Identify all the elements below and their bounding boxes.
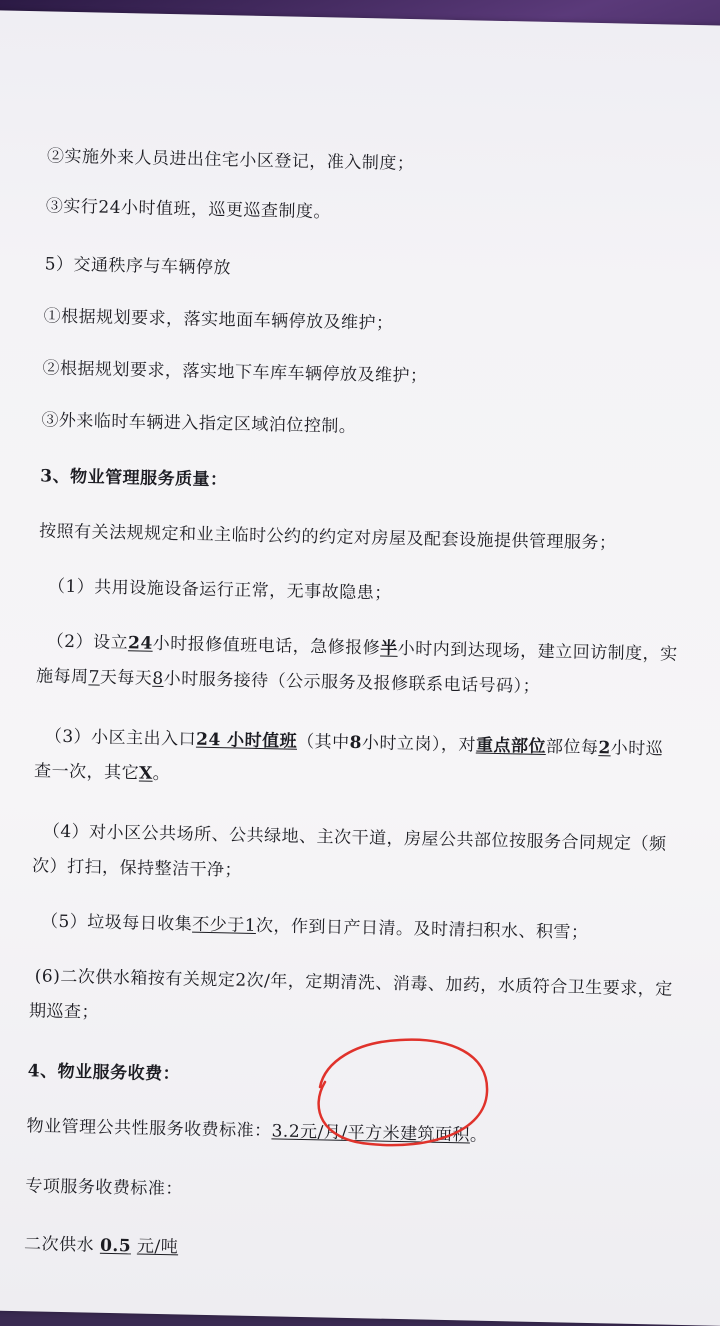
text-line: ①根据规划要求，落实地面车辆停放及维护； [43, 306, 394, 334]
text-span: （2）设立 [46, 631, 129, 654]
text-span: 8 [349, 732, 363, 754]
text-span: 查一次，其它 [33, 761, 140, 784]
text-span: （其中 [296, 731, 350, 753]
text-span: 0.5 [99, 1235, 132, 1257]
section-heading: 5）交通秩序与车辆停放 [44, 254, 232, 279]
text-span: 物业管理公共性服务收费标准： [26, 1116, 272, 1142]
fee-value: 3.2元/月/平方米建筑面积 [271, 1121, 471, 1146]
text-line: 期巡查； [28, 1001, 100, 1023]
text-line: 次）打扫，保持整洁干净； [31, 856, 243, 881]
section-heading: 4、物业服务收费： [27, 1061, 181, 1085]
text-line: 专项服务收费标准： [25, 1176, 184, 1200]
text-line [47, 627, 678, 665]
text-line [45, 722, 664, 760]
section-heading: 3、物业管理服务质量： [40, 466, 228, 491]
text-line: （1）共用设施设备运行正常，无事故隐患； [47, 576, 392, 604]
text-span: 小时立岗），对 [361, 733, 477, 756]
text-span: 2 [598, 738, 611, 759]
text-line: ②实施外来人员进出住宅小区登记，准入制度； [46, 146, 415, 175]
text-line [34, 756, 171, 784]
text-line: ③外来临时车辆进入指定区域泊位控制。 [41, 410, 357, 437]
text-span: 不少于1 [192, 914, 257, 936]
text-span: 小时报修值班电话，急修报修 [152, 633, 381, 659]
text-line [36, 661, 541, 697]
text-span: 8 [152, 668, 164, 689]
text-span: 小时服务接待（公示服务及报修联系电话号码）； [163, 668, 541, 697]
text-span: 小时巡 [610, 738, 664, 760]
text-span: 24 [127, 633, 153, 654]
text-span: 施每周 [35, 666, 89, 688]
text-line: (6)二次供水箱按有关规定2次/年，定期清洗、消毒、加药，水质符合卫生要求，定 [34, 966, 673, 1000]
text-span: 二次供水 [23, 1234, 95, 1256]
text-line [41, 906, 589, 942]
text-span: （3）小区主出入口 [44, 726, 197, 750]
text-span: 次，作到日产日清。及时清扫积水、积雪； [255, 915, 589, 943]
text-span: （5）垃圾每日收集 [40, 911, 193, 935]
text-span: 24 小时值班 [195, 729, 298, 752]
text-span: 小时内到达现场，建立回访制度，实 [397, 638, 678, 665]
text-line: ②根据规划要求，落实地下车库车辆停放及维护； [42, 358, 428, 387]
text-span: 。 [469, 1125, 488, 1146]
text-span: 7 [88, 667, 101, 688]
text-line [24, 1229, 179, 1257]
text-span: X [138, 763, 153, 784]
text-span: 重点部位 [475, 735, 547, 758]
text-span: 。 [152, 763, 171, 785]
text-line: （4）对小区公共场所、公共绿地、主次干道，房屋公共部位按服务合同规定（频 [42, 821, 667, 855]
text-span: 半 [380, 638, 398, 659]
text-span: 元/吨 [136, 1236, 179, 1258]
text-span: 天每天 [99, 667, 153, 689]
red-circle-annotation [300, 1032, 490, 1152]
text-line: 按照有关法规规定和业主临时公约的约定对房屋及配套设施提供管理服务； [38, 521, 617, 554]
text-line: ③实行24小时值班，巡更巡查制度。 [45, 196, 332, 223]
text-span: 部位每 [545, 737, 599, 759]
